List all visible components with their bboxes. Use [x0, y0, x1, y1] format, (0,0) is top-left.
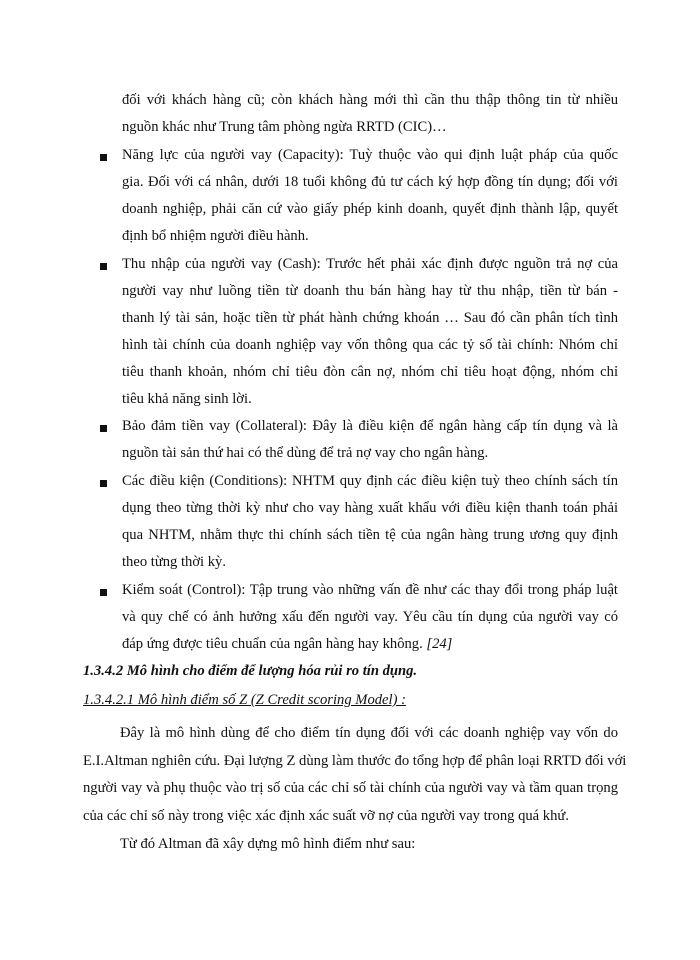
bullet-marker	[100, 425, 107, 432]
bullet-1-line-2: gia. Đối với cá nhân, dưới 18 tuổi không đủ tư cách ký hợp đồng tín dụng; đối với	[122, 174, 618, 190]
paragraph-1-line-2: E.I.Altman nghiên cứu. Đại lượng Z dùng làm thước đo tổng hợp để phân loại RRTD đối với	[83, 753, 627, 769]
paragraph-1-line-3: người vay và phụ thuộc vào trị số của các chỉ số tài chính của người vay và tầm quan trọng	[83, 780, 618, 796]
bullet-5-line-3-text: đáp ứng được tiêu chuẩn của ngân hàng hay không.	[122, 636, 423, 652]
bullet-marker	[100, 154, 107, 161]
bullet-1-line-3: doanh nghiệp, phải căn cứ vào giấy phép kinh doanh, quyết định thành lập, quyết	[122, 201, 618, 217]
paragraph-1-line-4: của các chỉ số này trong việc xác định xác suất vỡ nợ của người vay trong quá khứ.	[83, 808, 569, 824]
bullet-2-line-4: hình tài chính của doanh nghiệp vay vốn thông qua các tỷ số tài chính: Nhóm chỉ	[122, 337, 618, 353]
bullet-2-line-2: người vay như luồng tiền từ doanh thu bán hàng hay từ thu nhập, tiền từ bán -	[122, 283, 618, 299]
bullet-2-line-1: Thu nhập của người vay (Cash): Trước hết phải xác định được nguồn trả nợ của	[122, 256, 618, 272]
bullet-4-line-3: qua NHTM, nhằm thực thi chính sách tiền tệ của ngân hàng trung ương quy định	[122, 527, 618, 543]
bullet-1-line-4: định bổ nhiệm người điều hành.	[122, 228, 309, 244]
bullet-4-line-2: dụng theo từng thời kỳ như cho vay hàng xuất khẩu với điều kiện thanh toán phải	[122, 500, 618, 516]
bullet-1-line-1: Năng lực của người vay (Capacity): Tuỳ thuộc vào qui định luật pháp của quốc	[122, 147, 618, 163]
intro-line-1: đối với khách hàng cũ; còn khách hàng mới thì cần thu thập thông tin từ nhiều	[122, 92, 618, 108]
bullet-5-line-3	[122, 634, 452, 654]
bullet-3-line-2: nguồn tài sản thứ hai có thể dùng để trả nợ vay cho ngân hàng.	[122, 445, 489, 461]
section-heading: 1.3.4.2 Mô hình cho điểm để lượng hóa rủi ro tín dụng.	[83, 663, 418, 679]
citation-reference: [24]	[426, 636, 453, 652]
bullet-5-line-2: và quy chế có ảnh hưởng xấu đến người vay. Yêu cầu tín dụng của người vay có	[122, 609, 618, 625]
bullet-marker	[100, 263, 107, 270]
paragraph-1-line-1: Đây là mô hình dùng để cho điểm tín dụng đối với các doanh nghiệp vay vốn do	[120, 725, 618, 741]
bullet-2-line-6: tiêu khả năng sinh lời.	[122, 391, 252, 407]
bullet-5-line-1: Kiểm soát (Control): Tập trung vào những vấn đề như các thay đổi trong pháp luật	[122, 582, 618, 598]
bullet-2-line-5: tiêu thanh khoản, nhóm chỉ tiêu đòn cân nợ, nhóm chỉ tiêu hoạt động, nhóm chỉ	[122, 364, 618, 380]
bullet-3-line-1: Bảo đảm tiền vay (Collateral): Đây là điều kiện để ngân hàng cấp tín dụng và là	[122, 418, 618, 434]
bullet-4-line-4: theo từng thời kỳ.	[122, 554, 226, 570]
paragraph-2: Từ đó Altman đã xây dựng mô hình điểm như sau:	[120, 836, 416, 852]
bullet-marker	[100, 589, 107, 596]
bullet-2-line-3: thanh lý tài sản, hoặc tiền từ phát hành chứng khoán … Sau đó cần phân tích tình	[122, 310, 618, 326]
intro-line-2: nguồn khác như Trung tâm phòng ngừa RRTD (CIC)…	[122, 119, 447, 135]
bullet-marker	[100, 480, 107, 487]
subsection-heading: 1.3.4.2.1 Mô hình điểm số Z (Z Credit scoring Model) :	[83, 692, 406, 708]
bullet-4-line-1: Các điều kiện (Conditions): NHTM quy định các điều kiện tuỳ theo chính sách tín	[122, 473, 618, 489]
